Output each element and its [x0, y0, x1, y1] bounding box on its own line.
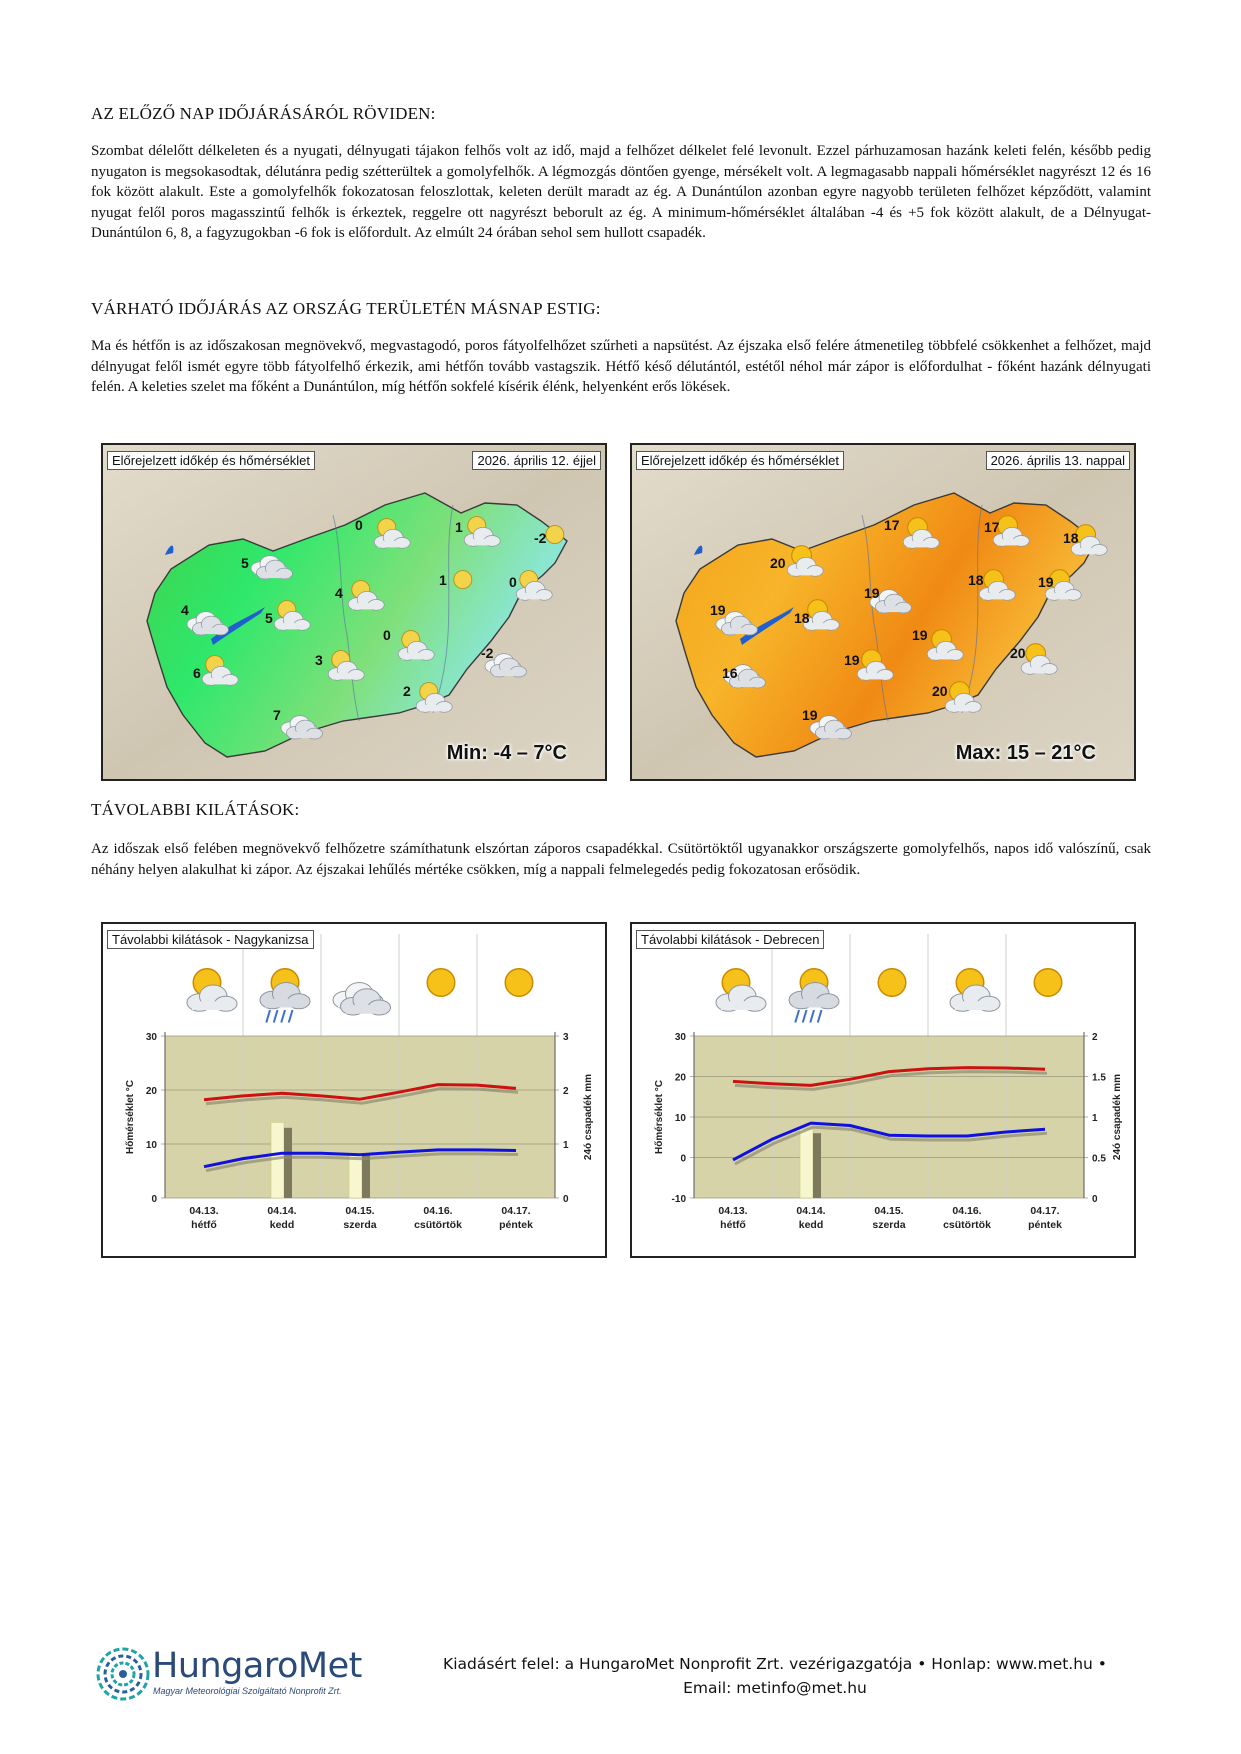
temperature-label: 17	[984, 519, 1000, 535]
outlook-chart-nagykanizsa	[101, 922, 607, 1258]
temperature-label: 19	[864, 585, 880, 601]
sun-cloud-icon	[187, 969, 237, 1012]
sun-cloud-icon	[950, 969, 1000, 1012]
temperature-label: 3	[315, 652, 323, 668]
forecast-map-day	[630, 443, 1136, 781]
x-tick-date: 04.14.	[267, 1205, 297, 1217]
y-tick-label: 30	[674, 1032, 686, 1043]
temperature-label: 19	[802, 707, 818, 723]
temperature-label: 19	[1038, 574, 1054, 590]
y2-tick-label: 0	[563, 1194, 569, 1205]
temperature-label: 1	[439, 572, 447, 588]
temperature-label: 4	[181, 602, 189, 618]
precip-bar-upper	[362, 1155, 370, 1198]
rain-cloud-icon	[260, 969, 310, 1023]
precip-bar-upper	[284, 1128, 292, 1198]
temperature-label: -2	[534, 530, 547, 546]
temperature-label: 19	[912, 627, 928, 643]
temperature-label: 16	[722, 665, 738, 681]
temperature-label: 5	[241, 555, 249, 571]
x-tick-date: 04.16.	[423, 1205, 453, 1217]
x-tick-date: 04.14.	[796, 1205, 826, 1217]
sun-icon	[878, 969, 906, 997]
precip-bar-lower	[349, 1155, 362, 1198]
temperature-label: -2	[481, 645, 494, 661]
x-tick-weekday: kedd	[798, 1219, 824, 1231]
x-tick-weekday: hétfő	[720, 1219, 746, 1231]
heading-forecast: VÁRHATÓ IDŐJÁRÁS AZ ORSZÁG TERÜLETÉN MÁSNAP ESTIG:	[91, 299, 601, 318]
temperature-label: 20	[1010, 645, 1026, 661]
chart-title: Távolabbi kilátások - Nagykanizsa	[107, 930, 314, 949]
chart-title: Távolabbi kilátások - Debrecen	[636, 930, 824, 949]
text-outlook: Az időszak első felében megnövekvő felhőzetre számíthatunk elszórtan záporos csapadékkal. Csütörtöktől ugyanakkor országszerte gomolyfelhős, napos idő valószínű, csak néhány helyen alakulhat ki zápor. Az éjszakai lehűlés mértéke csökken, míg a nappali felmelegedés pedig fokozatosan erősödik.	[91, 841, 1151, 878]
map-title: Előrejelzett időkép és hőmérséklet	[636, 451, 844, 470]
cloud-icon	[333, 983, 391, 1016]
chart-canvas-nagykanizsa	[103, 924, 605, 1256]
y-tick-label: 20	[145, 1086, 157, 1097]
map-canvas-night	[103, 445, 605, 779]
x-tick-weekday: péntek	[499, 1219, 533, 1231]
temperature-label: 0	[509, 574, 517, 590]
temperature-label: 18	[794, 610, 810, 626]
temperature-label: 6	[193, 665, 201, 681]
x-tick-date: 04.13.	[189, 1205, 219, 1217]
y2-tick-label: 2	[563, 1086, 569, 1097]
temperature-label: 0	[383, 627, 391, 643]
x-tick-date: 04.16.	[952, 1205, 982, 1217]
temperature-label: 18	[1063, 530, 1079, 546]
y-tick-label: 0	[680, 1153, 686, 1165]
map-title: Előrejelzett időkép és hőmérséklet	[107, 451, 315, 470]
precip-bar-upper	[813, 1133, 821, 1198]
y2-axis-label: 24ó csapadék mm	[1112, 1073, 1123, 1161]
x-tick-date: 04.17.	[501, 1205, 531, 1217]
y-tick-label: 10	[674, 1113, 686, 1124]
x-tick-weekday: csütörtök	[943, 1219, 991, 1231]
map-date: 2026. április 12. éjjel	[472, 451, 601, 470]
temperature-label: 1	[455, 519, 463, 535]
map-max-range: Max: 15 – 21°C	[955, 742, 1096, 764]
text-forecast: Ma és hétfőn is az időszakosan megnövekvő, megvastagodó, poros fátyolfelhőzet szűrheti a napsütést. Az éjszaka első felére átmenetileg többfelé csökkenhet a felhőzet, majd délnyugat felől ismét egyre több fátyolfelhő érkezik, ami hétfőn tovább vastagszik. Hétfő késő délutántól, estétől néhol már zápor is előfordulhat - főként hazánk délnyugati felén. A keleties szelet ma főként a Dunántúlon, míg hétfőn sokfelé kísérik élénk, helyenként erős lökések.	[91, 338, 1151, 396]
x-tick-date: 04.15.	[345, 1205, 375, 1217]
temperature-label: 5	[265, 610, 273, 626]
x-tick-weekday: szerda	[872, 1219, 906, 1231]
text-previous-day: Szombat délelőtt délkeleten és a nyugati, délnyugati tájakon felhős volt az idő, majd a felhőzet délkelet felé levonult. Ezzel párhuzamosan hazánk keleti felén, később pedig nyugaton is megsokasodtak, délutánra pedig szétterültek a gomolyfelhők. A légmozgás döntően gyenge, mérsékelt volt. A legmagasabb nappali hőmérséklet nagyrészt 12 és 16 fok között alakult. Este a gomolyfelhők fokozatosan feloszlottak, keleten derült maradt az ég. A Dunántúlon azonban egyre nagyobb területen felhőzet képződött, valamint nyugat felől poros magasszintű felhők is érkeztek, reggelre ott nagyrészt beborult az ég. A minimum-hőmérséklet általában -4 és +5 fok között alakult, de a Délnyugat-Dunántúlon 6, 8, a fagyzugokban -6 fok is előfordult. Az elmúlt 24 órában sehol sem hullott csapadék.	[91, 143, 1151, 242]
hungaromet-logo-icon	[95, 1646, 151, 1702]
map-date: 2026. április 13. nappal	[986, 451, 1130, 470]
y2-tick-label: 1.5	[1092, 1072, 1106, 1084]
y-tick-label: 20	[674, 1072, 686, 1084]
heading-previous-day: AZ ELŐZŐ NAP IDŐJÁRÁSÁRÓL RÖVIDEN:	[91, 104, 436, 123]
sun-icon	[1034, 969, 1062, 997]
temperature-label: 4	[335, 585, 343, 601]
logo-subtitle: Magyar Meteorológiai Szolgáltató Nonprofit Zrt.	[153, 1686, 342, 1696]
y2-tick-label: 1	[1092, 1113, 1098, 1124]
map-min-range: Min: -4 – 7°C	[446, 742, 567, 764]
y-tick-label: 10	[145, 1140, 157, 1151]
y2-tick-label: 2	[1092, 1032, 1098, 1043]
y2-tick-label: 3	[563, 1032, 569, 1043]
temperature-label: 19	[844, 652, 860, 668]
y-tick-label: 30	[145, 1032, 157, 1043]
heading-outlook: TÁVOLABBI KILÁTÁSOK:	[91, 800, 300, 819]
temperature-label: 2	[403, 683, 411, 699]
sun-cloud-icon	[716, 969, 766, 1012]
forecast-map-night	[101, 443, 607, 781]
y-axis-label: Hőmérséklet °C	[654, 1079, 665, 1155]
y2-tick-label: 0.5	[1092, 1153, 1106, 1165]
temperature-label: 19	[710, 602, 726, 618]
map-canvas-day	[632, 445, 1134, 779]
footer-line-publisher: Kiadásért felel: a HungaroMet Nonprofit Zrt. vezérigazgatója • Honlap: www.met.hu •	[443, 1655, 1107, 1673]
sun-icon	[505, 969, 533, 997]
temperature-label: 0	[355, 517, 363, 533]
temperature-label: 17	[884, 517, 900, 533]
y2-tick-label: 0	[1092, 1194, 1098, 1205]
temperature-label: 18	[968, 572, 984, 588]
sun-icon	[427, 969, 455, 997]
x-tick-weekday: hétfő	[191, 1219, 217, 1231]
x-tick-date: 04.15.	[874, 1205, 904, 1217]
rain-cloud-icon	[789, 969, 839, 1023]
x-tick-date: 04.13.	[718, 1205, 748, 1217]
logo-name: HungaroMet	[152, 1646, 362, 1686]
temperature-label: 7	[273, 707, 281, 723]
x-tick-date: 04.17.	[1030, 1205, 1060, 1217]
y-tick-label: -10	[671, 1194, 686, 1205]
x-tick-weekday: péntek	[1028, 1219, 1062, 1231]
x-tick-weekday: szerda	[343, 1219, 377, 1231]
footer-line-email[interactable]: Email: metinfo@met.hu	[683, 1679, 867, 1697]
y2-tick-label: 1	[563, 1140, 569, 1151]
outlook-chart-debrecen	[630, 922, 1136, 1258]
chart-canvas-debrecen	[632, 924, 1134, 1256]
x-tick-weekday: kedd	[269, 1219, 295, 1231]
y-axis-label: Hőmérséklet °C	[125, 1079, 136, 1155]
y2-axis-label: 24ó csapadék mm	[583, 1073, 594, 1161]
temperature-label: 20	[770, 555, 786, 571]
y-tick-label: 0	[151, 1194, 157, 1205]
precip-bar-lower	[800, 1129, 813, 1198]
temperature-label: 20	[932, 683, 948, 699]
x-tick-weekday: csütörtök	[414, 1219, 462, 1231]
footer-credits	[405, 1652, 1145, 1700]
